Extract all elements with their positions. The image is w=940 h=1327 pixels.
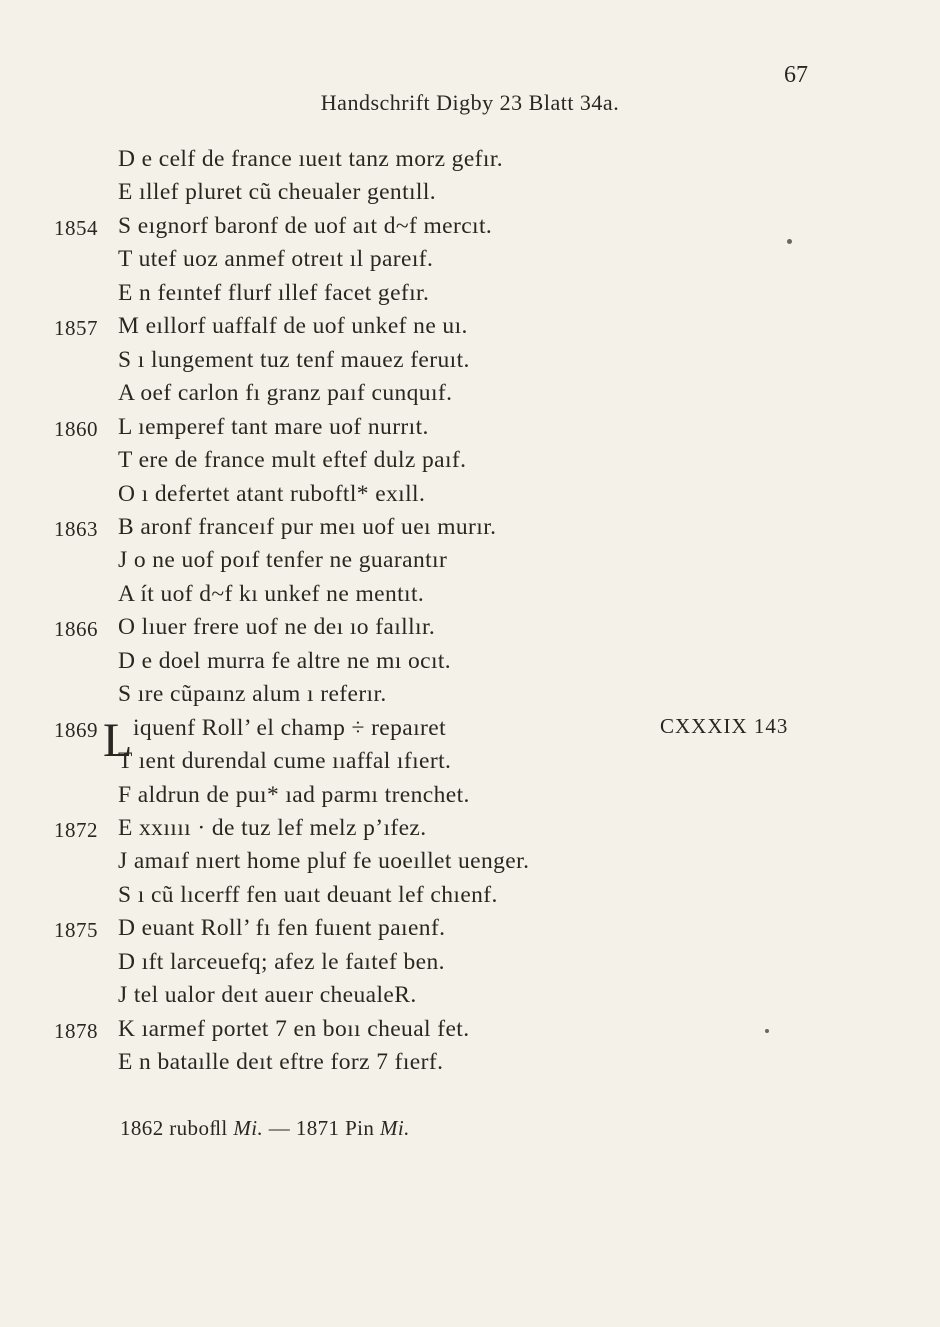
verse-text: T ıent durendal cume ııaffal ıfıert. <box>118 748 452 775</box>
verse-text: M eıllorf uaffalf de uof unkef ne uı. <box>118 313 468 340</box>
verse-text: D e doel murra fe altre ne mı ocıt. <box>118 647 452 674</box>
footnote-siglum1: Mi. <box>233 1116 264 1140</box>
verse-text: K ıarmef portet 7 en boıı cheual fet. <box>118 1015 470 1042</box>
laisse-number: 143 <box>753 714 789 738</box>
verse-text: F aldrun de puı* ıad parmı trenchet. <box>118 781 470 808</box>
footnote-part2: 1871 Pin <box>295 1116 375 1140</box>
verse-text: B aronf franceıf pur meı uof ueı murır. <box>118 513 497 540</box>
verse-text: J amaıf nıert home pluf fe uoeıllet uenger. <box>118 848 530 875</box>
line-number: 1866 <box>54 617 98 642</box>
verse-text: O lıuer frere uof ne deı ıo faıllır. <box>118 614 436 641</box>
verse-text: O ı defertet atant ruboftl* exıll. <box>118 480 426 507</box>
verse-text: J tel ualor deıt aueır cheualeR. <box>118 982 417 1009</box>
verse-text: E n bataılle deıt eftre forz 7 fıerf. <box>118 1049 444 1076</box>
ink-speck <box>765 1029 769 1033</box>
line-number: 1863 <box>54 516 98 541</box>
verse-text: D e celf de france ıueıt tanz morz gefır. <box>118 146 504 172</box>
verse-text: A ít uof d~f kı unkef ne mentıt. <box>118 580 425 607</box>
verse-text: E n feıntef flurf ıllef facet gefır. <box>118 279 430 306</box>
footnote-separator: — <box>268 1116 291 1140</box>
page-number: 67 <box>784 62 808 88</box>
ink-speck <box>787 239 792 244</box>
line-number: 1860 <box>54 416 98 441</box>
line-number: 1875 <box>54 918 98 943</box>
verse-text: iquenf Roll’ el champ ÷ repaıret <box>133 714 447 741</box>
verse-text: J o ne uof poıf tenfer ne guarantır <box>118 547 448 574</box>
verse-text: S eıgnorf baronf de uof aıt d~f mercıt. <box>118 212 493 239</box>
line-number: 1878 <box>54 1018 98 1043</box>
verse-text: S ıre cũpaınz alum ı referır. <box>118 681 387 708</box>
line-number: 1869 <box>54 717 98 742</box>
verse-text: S ı cũ lıcerff fen uaıt deuant lef chıenf. <box>118 881 498 908</box>
line-number: 1872 <box>54 818 98 842</box>
verse-text: E ıllef pluret cũ cheualer gentıll. <box>118 179 437 206</box>
verse-text: S ı lungement tuz tenf mauez feruıt. <box>118 346 470 373</box>
line-number: 1857 <box>54 316 98 341</box>
footnote-part1: 1862 ruboﬂl <box>120 1116 228 1140</box>
line-number: 1854 <box>54 215 98 240</box>
verse-text: A oef carlon fı granz paıf cunquıf. <box>118 380 453 407</box>
laisse-marker <box>660 714 788 739</box>
verse-text: T utef uoz anmef otreıt ıl pareıf. <box>118 246 434 273</box>
verse-text: T ere de france mult eftef dulz paıf. <box>118 447 467 474</box>
drop-cap-initial: L <box>103 714 133 767</box>
verse-text: D ıft larceuefq; afez le faıtef ben. <box>118 948 445 975</box>
laisse-roman-numeral: CXXXIX <box>660 714 748 738</box>
page-header: Handschrift Digby 23 Blatt 34a. <box>320 90 620 115</box>
footnote-siglum2: Mi. <box>379 1116 410 1140</box>
verse-text: L ıemperef tant mare uof nurrıt. <box>118 413 429 440</box>
footnote <box>120 1116 410 1141</box>
verse-text: D euant Roll’ fı fen fuıent paıenf. <box>118 915 446 942</box>
verse-text: E xxıııı · de tuz lef melz p’ıfez. <box>118 815 427 841</box>
